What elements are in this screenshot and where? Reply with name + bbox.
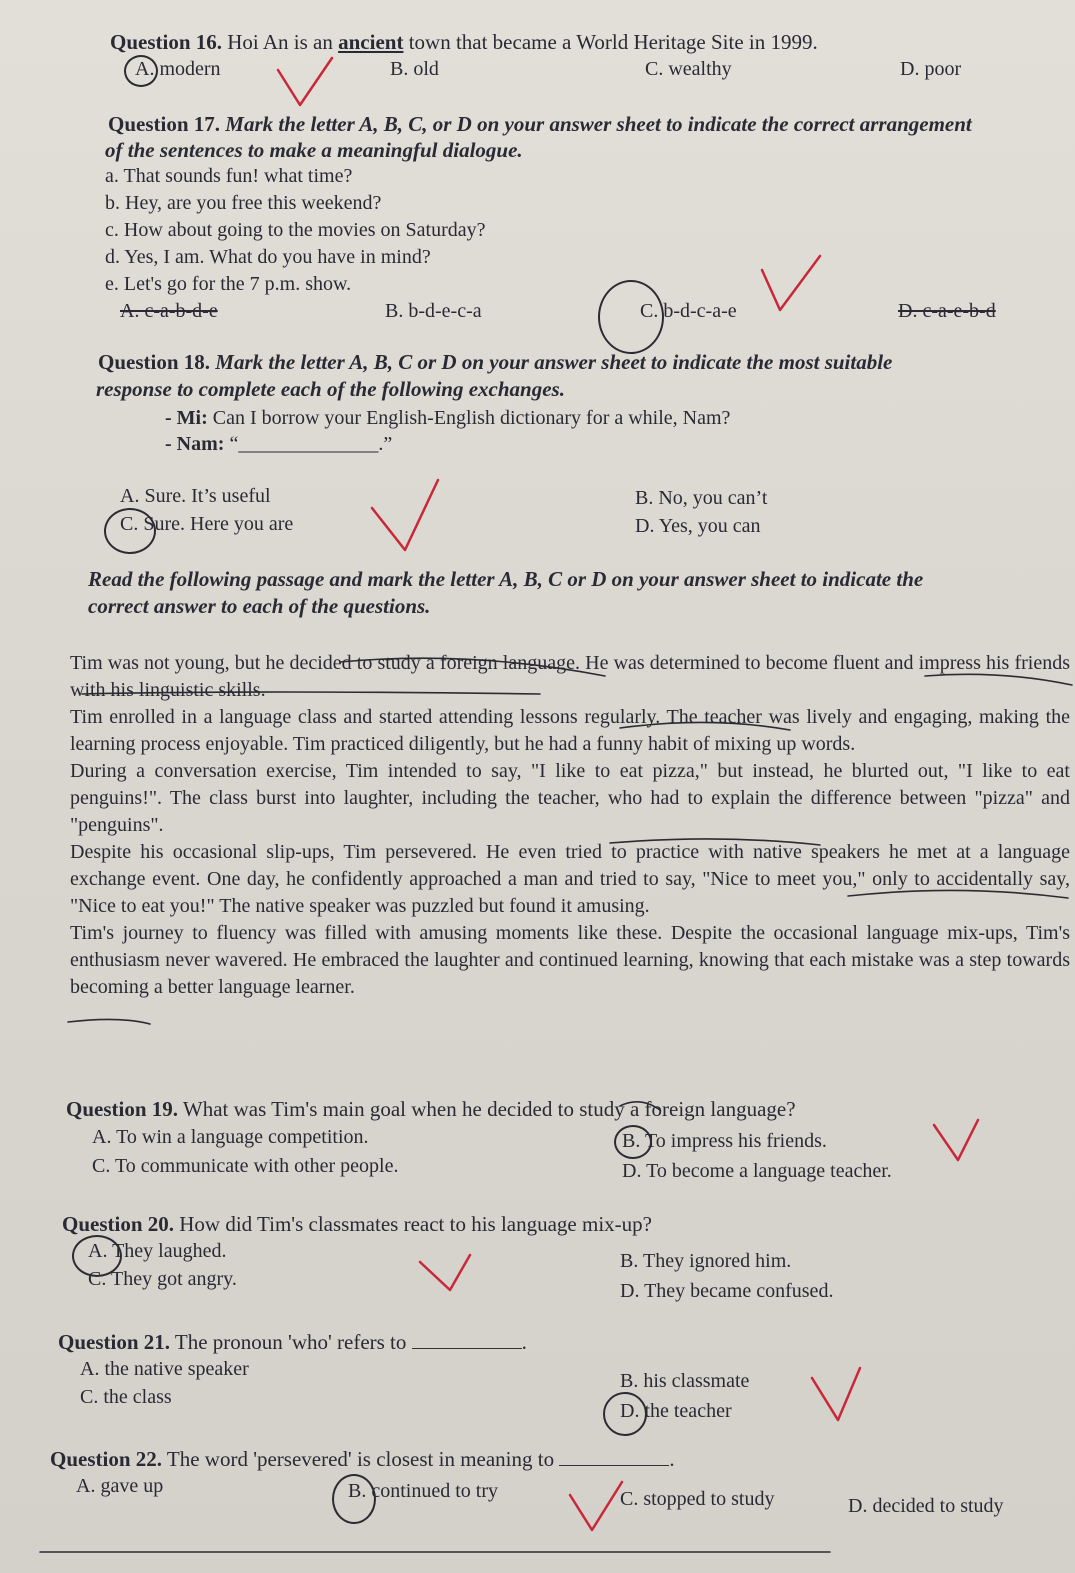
check-mark-icon [570, 1482, 622, 1530]
passage-paragraph-4: Despite his occasional slip-ups, Tim persevered. He even tried to practice with native speakers he met at a language exchange event. One day, he confidently approached a man and tried to say, "Nice to meet you," only to accidentally say, "Nice to eat you!" The native speaker was puzzled but found it amusing. [70, 841, 1070, 917]
reading-instruction-line2: correct answer to each of the questions. [88, 594, 431, 618]
q19-number: Question 19. [66, 1097, 179, 1121]
q21-number: Question 21. [58, 1330, 171, 1354]
q17-line-b: b. Hey, are you free this weekend? [105, 192, 382, 214]
q21-option-a[interactable]: A. the native speaker [80, 1358, 249, 1380]
check-mark-icon [278, 58, 332, 105]
q17-instruction-line2: of the sentences to make a meaningful dialogue. [105, 138, 523, 162]
q18-option-a[interactable]: A. Sure. It’s useful [120, 485, 271, 507]
passage-paragraph-2: Tim enrolled in a language class and started attending lessons regularly. The teacher was lively and engaging, making the learning process enjoyable. Tim practiced diligently, but he had a funny habit of mixing up words. [70, 706, 1070, 755]
q19-option-d[interactable]: D. To become a language teacher. [622, 1160, 892, 1182]
q22-stem: Question 22. The word 'persevered' is closest in meaning to . [50, 1447, 675, 1471]
passage-paragraph-3: During a conversation exercise, Tim intended to say, "I like to eat pizza," but instead, he blurted out, "I like to eat penguins!". The class burst into laughter, including the teacher, who had to explain the difference between "pizza" and "penguins". [70, 760, 1070, 836]
q20-option-c[interactable]: C. They got angry. [88, 1268, 237, 1290]
q16-number: Question 16. [110, 30, 223, 54]
q18-mi-text: Can I borrow your English-English dictionary for a while, Nam? [212, 407, 731, 429]
q19-option-b[interactable]: B. To impress his friends. [622, 1130, 827, 1152]
q18-nam-blank: “______________.” [229, 433, 393, 455]
q21-option-b[interactable]: B. his classmate [620, 1370, 750, 1392]
q16-option-a[interactable]: A. modern [135, 58, 221, 80]
q17-line-a: a. That sounds fun! what time? [105, 165, 353, 187]
check-mark-icon [934, 1120, 978, 1160]
q16-option-b[interactable]: B. old [390, 58, 439, 80]
check-mark-icon [372, 480, 438, 550]
check-mark-icon [762, 256, 820, 310]
check-mark-icon [812, 1368, 860, 1420]
q22-option-a[interactable]: A. gave up [76, 1475, 164, 1497]
q20-text: How did Tim's classmates react to his language mix-up? [179, 1212, 652, 1236]
q20-number: Question 20. [62, 1212, 175, 1236]
q17-option-c[interactable]: C. b-d-c-a-e [640, 300, 737, 322]
q17-option-b[interactable]: B. b-d-e-c-a [385, 300, 482, 322]
q18-option-d[interactable]: D. Yes, you can [635, 515, 761, 537]
q22-option-d[interactable]: D. decided to study [848, 1495, 1004, 1517]
q18-mi-speaker: - Mi: [165, 407, 208, 429]
q16-text-before: Hoi An is an [227, 30, 333, 54]
q17-number: Question 17. [108, 112, 221, 136]
q21-stem: Question 21. The pronoun 'who' refers to . [58, 1330, 527, 1354]
q16-text-after: town that became a World Heritage Site in 1999. [408, 30, 818, 54]
q22-option-c[interactable]: C. stopped to study [620, 1488, 775, 1510]
q17-option-d[interactable]: D. c-a-e-b-d [898, 300, 996, 322]
q19-text: What was Tim's main goal when he decided to study a foreign language? [182, 1097, 796, 1121]
q18-instruction-line2: response to complete each of the following exchanges. [96, 377, 565, 401]
q20-option-d[interactable]: D. They became confused. [620, 1280, 834, 1302]
q19-option-a[interactable]: A. To win a language competition. [92, 1126, 369, 1148]
q16-option-c[interactable]: C. wealthy [645, 58, 732, 80]
q17-option-a[interactable]: A. c-a-b-d-e [120, 300, 218, 322]
q22-text: The word 'persevered' is closest in meaning to [166, 1447, 555, 1471]
q22-number: Question 22. [50, 1447, 163, 1471]
q18-nam-speaker: - Nam: [165, 433, 225, 455]
q19-option-c[interactable]: C. To communicate with other people. [92, 1155, 399, 1177]
check-mark-icon [420, 1255, 470, 1290]
q17-line-d: d. Yes, I am. What do you have in mind? [105, 246, 431, 268]
passage-paragraph-1: Tim was not young, but he decided to study a foreign language. He was determined to become fluent and impress his friends with his linguistic skills. [70, 652, 1070, 701]
q16-keyword: ancient [338, 30, 404, 54]
q21-text: The pronoun 'who' refers to [174, 1330, 407, 1354]
q18-number: Question 18. [98, 350, 211, 374]
q17-line-c: c. How about going to the movies on Saturday? [105, 219, 486, 241]
q21-option-c[interactable]: C. the class [80, 1386, 172, 1408]
q20-option-a[interactable]: A. They laughed. [88, 1240, 227, 1262]
passage-paragraph-5: Tim's journey to fluency was filled with amusing moments like these. Despite the occasional language mix-ups, Tim's enthusiasm never wavered. He embraced the laughter and continued learning, knowing that each mistake was a step towards becoming a better language learner. [70, 922, 1070, 998]
q16-option-d[interactable]: D. poor [900, 58, 962, 80]
q20-option-b[interactable]: B. They ignored him. [620, 1250, 792, 1272]
q17-instruction-line1: Mark the letter A, B, C, or D on your answer sheet to indicate the correct arrangement [225, 112, 972, 136]
q18-instruction-line1: Mark the letter A, B, C or D on your answer sheet to indicate the most suitable [215, 350, 893, 374]
q18-option-b[interactable]: B. No, you can’t [635, 487, 768, 509]
q17-line-e: e. Let's go for the 7 p.m. show. [105, 273, 352, 295]
q18-option-c[interactable]: C. Sure. Here you are [120, 513, 294, 535]
q22-option-b[interactable]: B. continued to try [348, 1480, 498, 1502]
reading-instruction-line1: Read the following passage and mark the letter A, B, C or D on your answer sheet to indicate the [88, 567, 924, 591]
q21-option-d[interactable]: D. the teacher [620, 1400, 732, 1422]
